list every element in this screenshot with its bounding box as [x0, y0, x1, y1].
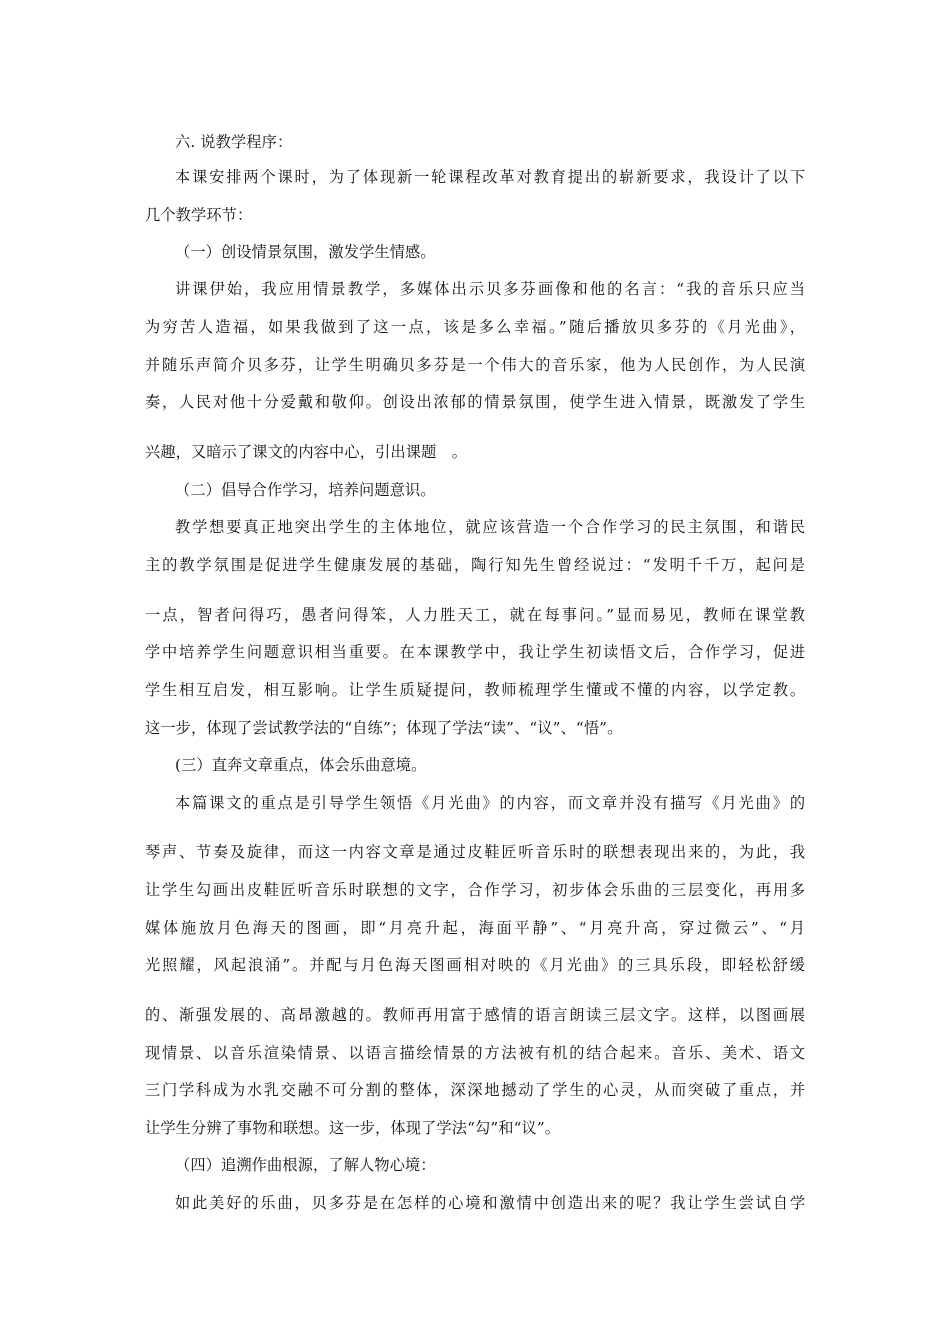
step2-line-5: 学生相互启发，相互影响。让学生质疑提问，教师梳理学生懂或不懂的内容，以学定教。	[145, 681, 805, 699]
step3-line-8: 三门学科成为水乳交融不可分割的整体，深深地撼动了学生的心灵，从而突破了重点，并	[145, 1081, 805, 1099]
intro-line-2: 几个教学环节：	[145, 206, 253, 224]
step3-line-3: 让学生勾画出皮鞋匠听音乐时联想的文字，合作学习，初步体会乐曲的三层变化，再用多	[145, 881, 805, 899]
step2-line-1: 教学想要真正地突出学生的主体地位，就应该营造一个合作学习的民主氛围，和谐民	[175, 518, 805, 536]
section-title: 六. 说教学程序：	[175, 133, 293, 151]
step2-line-6: 这一步，体现了尝试教学法的“自练”；体现了学法“读”、“议”、“悟”。	[145, 719, 623, 737]
step1-heading: （一）创设情景氛围，激发学生情感。	[175, 243, 436, 261]
step1-line-2: 为穷苦人造福，如果我做到了这一点，该是多么幸福。”随后播放贝多芬的《月光曲》，	[145, 318, 805, 336]
step1-line-4: 奏，人民对他十分爱戴和敬仰。创设出浓郁的情景氛围，使学生进入情景，既激发了学生	[145, 393, 805, 411]
step2-line-2: 主的教学氛围是促进学生健康发展的基础，陶行知先生曾经说过：“发明千千万，起问是	[145, 556, 805, 574]
intro-line-1: 本课安排两个课时，为了体现新一轮课程改革对教育提出的崭新要求，我设计了以下	[175, 168, 805, 186]
step3-line-2: 琴声、节奏及旋律，而这一内容文章是通过皮鞋匠听音乐时的联想表现出来的，为此，我	[145, 843, 805, 861]
step2-line-4: 学中培养学生问题意识相当重要。在本课教学中，我让学生初读悟文后，合作学习，促进	[145, 643, 805, 661]
step4-heading: （四）追溯作曲根源，了解人物心境：	[175, 1156, 436, 1174]
step1-line-5: 兴趣，又暗示了课文的内容中心，引出课题 。	[145, 443, 468, 461]
step3-line-9: 让学生分辨了事物和联想。这一步，体现了学法“勾”和“议”。	[145, 1119, 561, 1137]
step1-line-1: 讲课伊始，我应用情景教学，多媒体出示贝多芬画像和他的名言：“我的音乐只应当	[175, 280, 805, 298]
step4-line-1: 如此美好的乐曲，贝多芬是在怎样的心境和激情中创造出来的呢？我让学生尝试自学	[175, 1194, 805, 1212]
step3-line-4: 媒体施放月色海天的图画，即“月亮升起，海面平静”、“月亮升高，穿过微云”、“月	[145, 919, 805, 937]
step1-line-3: 并随乐声简介贝多芬，让学生明确贝多芬是一个伟大的音乐家，他为人民创作，为人民演	[145, 356, 805, 374]
step2-line-3: 一点，智者问得巧，愚者问得笨，人力胜天工，就在每事问。”显而易见，教师在课堂教	[145, 606, 805, 624]
step3-line-7: 现情景、以音乐渲染情景、以语言描绘情景的方法被有机的结合起来。音乐、美术、语文	[145, 1044, 805, 1062]
step3-line-6: 的、渐强发展的、高昂激越的。教师再用富于感情的语言朗读三层文字。这样，以图画展	[145, 1006, 805, 1024]
step3-heading: (三）直奔文章重点，体会乐曲意境。	[175, 756, 427, 774]
step3-line-5: 光照耀，风起浪涌”。并配与月色海天图画相对映的《月光曲》的三具乐段，即轻松舒缓	[145, 956, 805, 974]
step3-line-1: 本篇课文的重点是引导学生领悟《月光曲》的内容，而文章并没有描写《月光曲》的	[175, 794, 805, 812]
step2-heading: （二）倡导合作学习，培养问题意识。	[175, 481, 436, 499]
